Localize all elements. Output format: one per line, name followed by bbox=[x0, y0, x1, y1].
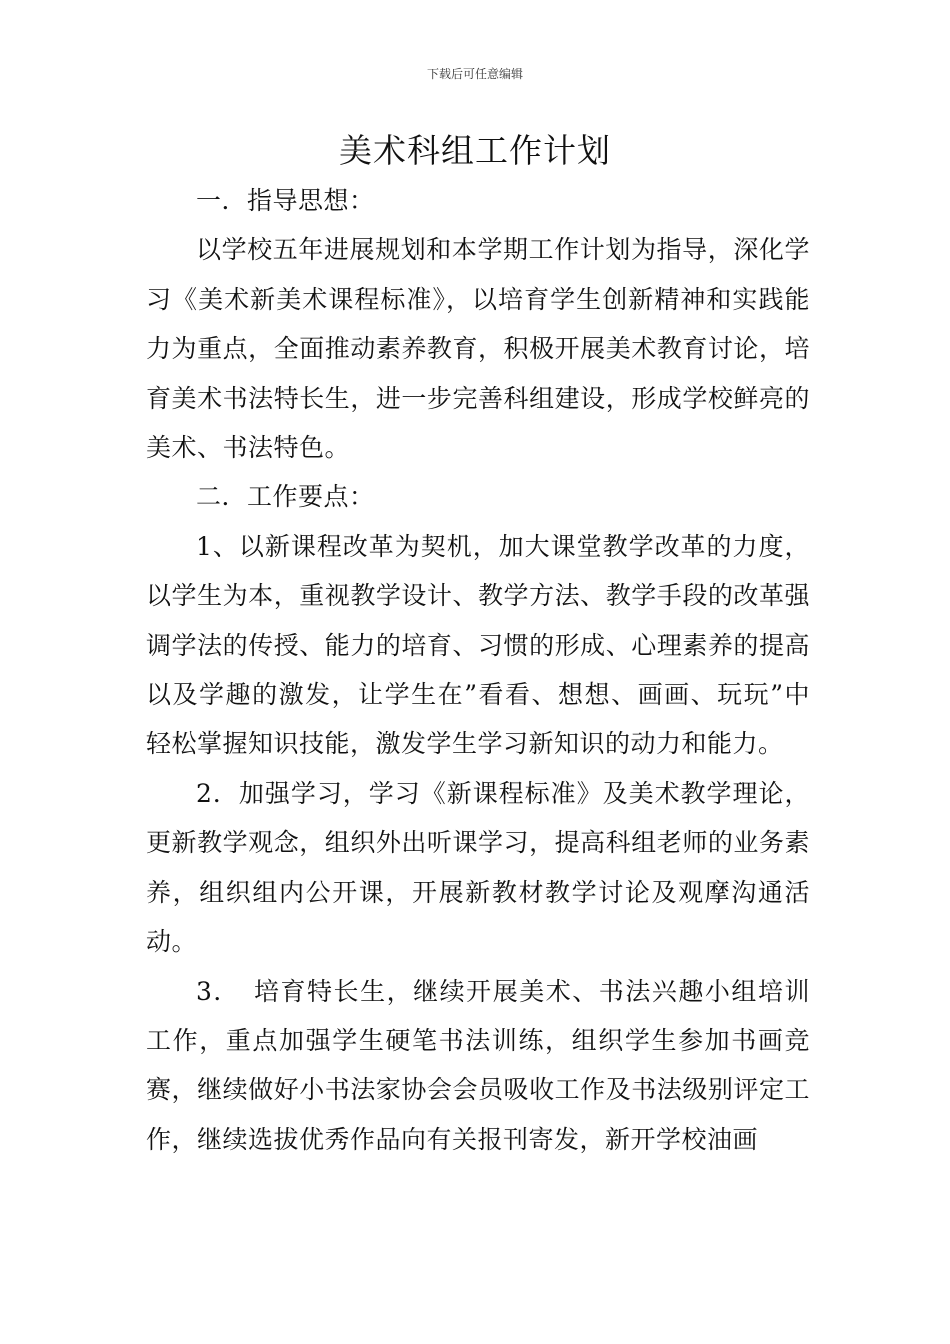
paragraph-point-3: 3． 培育特长生，继续开展美术、书法兴趣小组培训工作，重点加强学生硬笔书法训练，组织学生参加书画竞赛，继续做好小书法家协会会员吸收工作及书法级别评定工作，继续选拔优秀作品向有关报刊寄发，新开学校油画 bbox=[146, 976, 810, 1154]
section-heading-guiding-thought: 一．指导思想： bbox=[196, 186, 375, 215]
document-body bbox=[146, 176, 810, 1164]
document-title: 美术科组工作计划 bbox=[339, 131, 611, 170]
paragraph-guiding-thought: 以学校五年进展规划和本学期工作计划为指导，深化学习《美术新美术课程标准》，以培育学生创新精神和实践能力为重点，全面推动素养教育，积极开展美术教育讨论，培育美术书法特长生，进一步完善科组建设，形成学校鲜亮的美术、书法特色。 bbox=[146, 235, 810, 463]
paragraph-point-2: 2．加强学习，学习《新课程标准》及美术教学理论，更新教学观念，组织外出听课学习，提高科组老师的业务素养，组织组内公开课，开展新教材教学讨论及观摩沟通活动。 bbox=[146, 778, 810, 957]
paragraph-point-1: 1、以新课程改革为契机，加大课堂教学改革的力度，以学生为本，重视教学设计、教学方法、教学手段的改革强调学法的传授、能力的培育、习惯的形成、心理素养的提高以及学趣的激发，让学生在”看看、想想、画画、玩玩”中轻松掌握知识技能，激发学生学习新知识的动力和能力。 bbox=[146, 531, 810, 759]
section-heading-work-points: 二．工作要点： bbox=[196, 482, 375, 512]
header-note: 下载后可任意编辑 bbox=[426, 67, 523, 81]
